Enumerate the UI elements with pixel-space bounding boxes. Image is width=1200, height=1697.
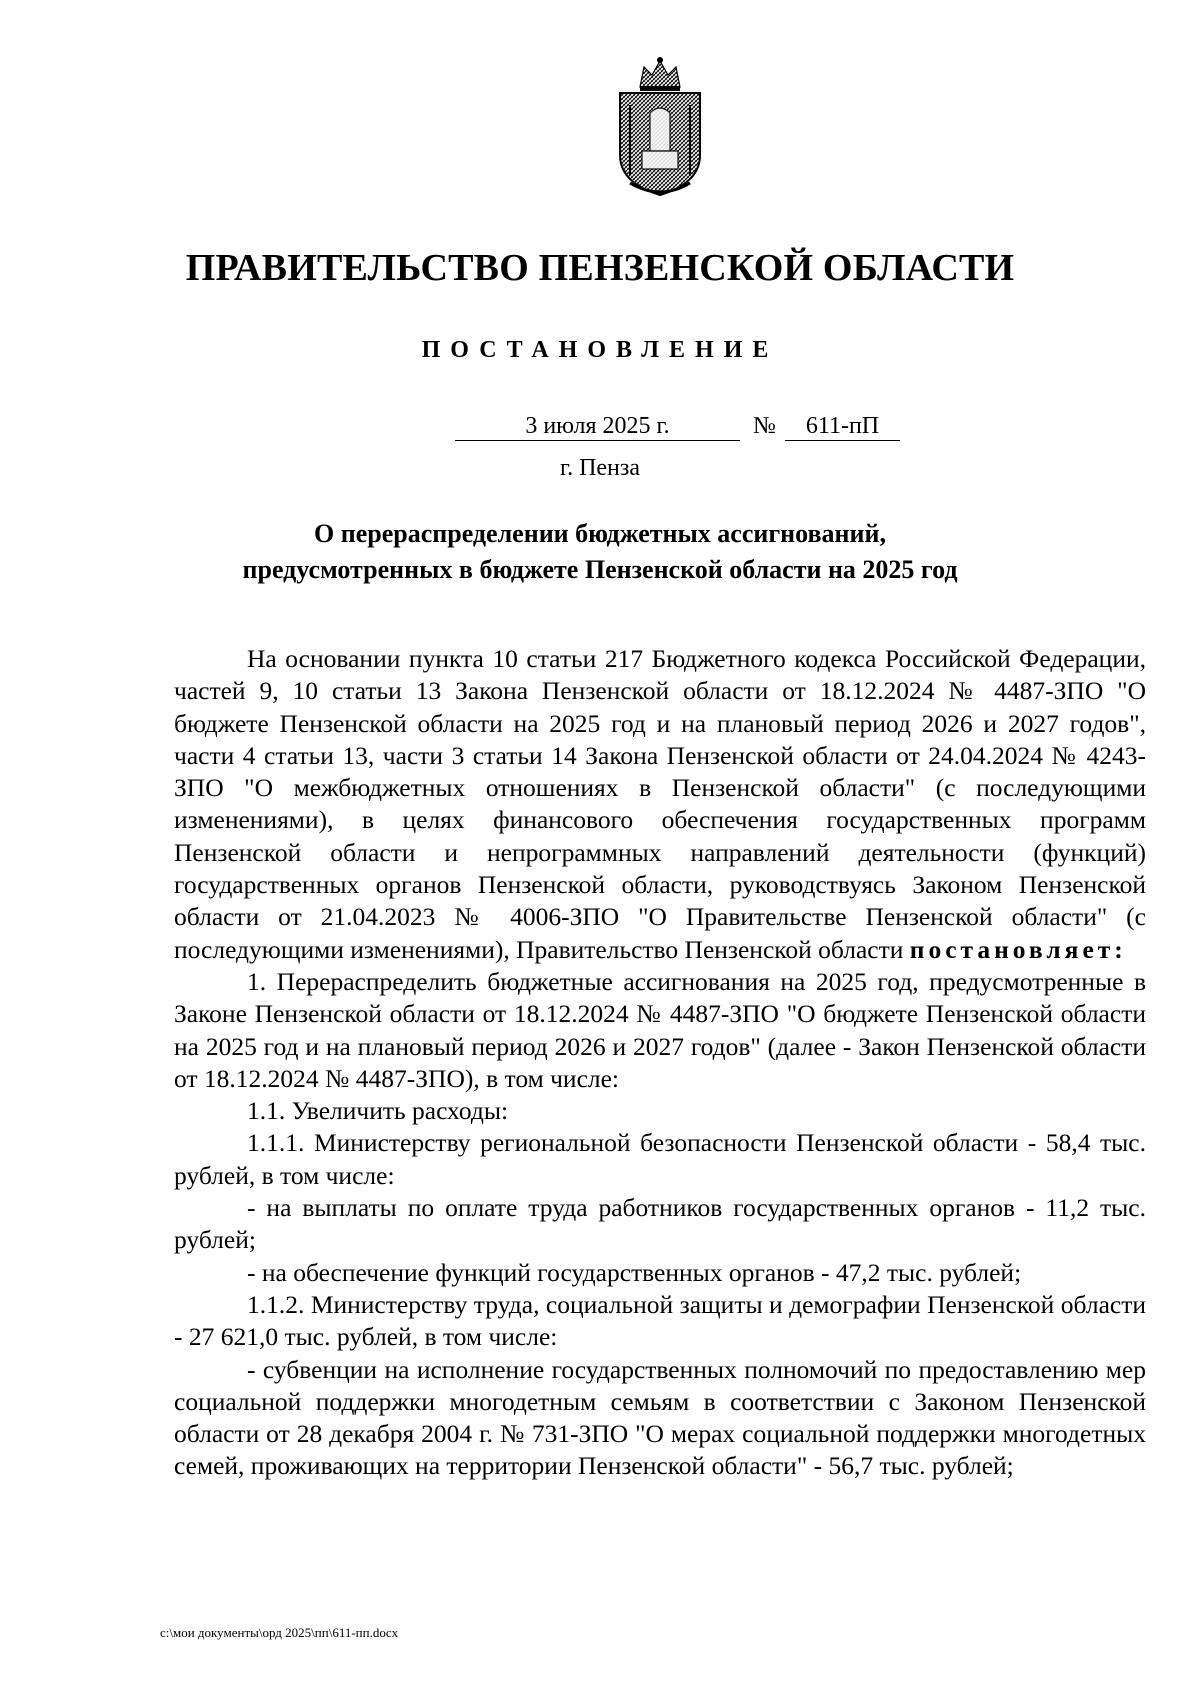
body-paragraph: - на обеспечение функций государственных органов - 47,2 тыс. рублей;	[247, 1257, 1022, 1287]
resolves-keyword: постановляет:	[909, 934, 1127, 964]
body-paragraph: - на выплаты по оплате труда работников государственных органов - 11,2 тыс. рублей;	[174, 1193, 1146, 1255]
body-paragraph: 1.1. Увеличить расходы:	[247, 1096, 509, 1126]
document-body	[174, 643, 1146, 1483]
coat-of-arms-icon	[610, 55, 710, 200]
body-paragraph: 1.1.1. Министерству региональной безопасности Пензенской области - 58,4 тыс. рублей, в том числе:	[174, 1128, 1146, 1190]
subject-line: предусмотренных в бюджете Пензенской области на 2025 год	[242, 555, 958, 584]
preamble-paragraph	[174, 643, 1146, 966]
body-paragraph: 1. Перераспределить бюджетные ассигнования на 2025 год, предусмотренные в Законе Пензенской области от 18.12.2024 № 4487-ЗПО "О бюджете Пензенской области на 2025 год и на плановый период 2026 и 2027 годов" (далее - Закон Пензенской области от 18.12.2024 № 4487-ЗПО), в том числе:	[174, 966, 1146, 1093]
preamble-text: На основании пункта 10 статьи 217 Бюджетного кодекса Российской Федерации, частей 9, 10 статьи 13 Закона Пензенской области от 18.12.2024 № 4487-ЗПО "О бюджете Пензенской области на 2025 год и на плановый период 2026 и 2027 годов", части 4 статьи 13, части 3 статьи 14 Закона Пензенской области от 24.04.2024 № 4243-ЗПО "О межбюджетных отношениях в Пензенской области" (с последующими изменениями), в целях финансового обеспечения государственных программ Пензенской области и непрограммных направлений деятельности (функций) государственных органов Пензенской области, руководствуясь Законом Пензенской области от 21.04.2023 № 4006-ЗПО "О Правительстве Пензенской области" (с последующими изменениями), Правительство Пензенской области	[174, 644, 1146, 964]
subject-line: О перераспределении бюджетных ассигнований,	[314, 519, 886, 548]
document-number: 611-пП	[785, 412, 900, 441]
document-date: 3 июля 2025 г.	[455, 412, 740, 441]
document-subject	[0, 516, 1200, 588]
date-number-line	[455, 412, 905, 442]
city: г. Пенза	[559, 455, 641, 481]
body-paragraph: - субвенции на исполнение государственных полномочий по предоставлению мер социальной поддержки многодетным семьям в соответствии с Законом Пензенской области от 28 декабря 2004 г. № 731-ЗПО "О мерах социальной поддержки многодетных семей, проживающих на территории Пензенской области" - 56,7 тыс. рублей;	[174, 1354, 1146, 1481]
file-path-footer: c:\мои документы\орд 2025\пп\611-пп.docx	[160, 1625, 399, 1640]
number-sign: №	[753, 413, 776, 439]
body-paragraph: 1.1.2. Министерству труда, социальной защиты и демографии Пензенской области - 27 621,0 тыс. рублей, в том числе:	[174, 1289, 1146, 1352]
document-type: ПОСТАНОВЛЕНИЕ	[421, 337, 779, 363]
organization-title: ПРАВИТЕЛЬСТВО ПЕНЗЕНСКОЙ ОБЛАСТИ	[185, 247, 1015, 289]
